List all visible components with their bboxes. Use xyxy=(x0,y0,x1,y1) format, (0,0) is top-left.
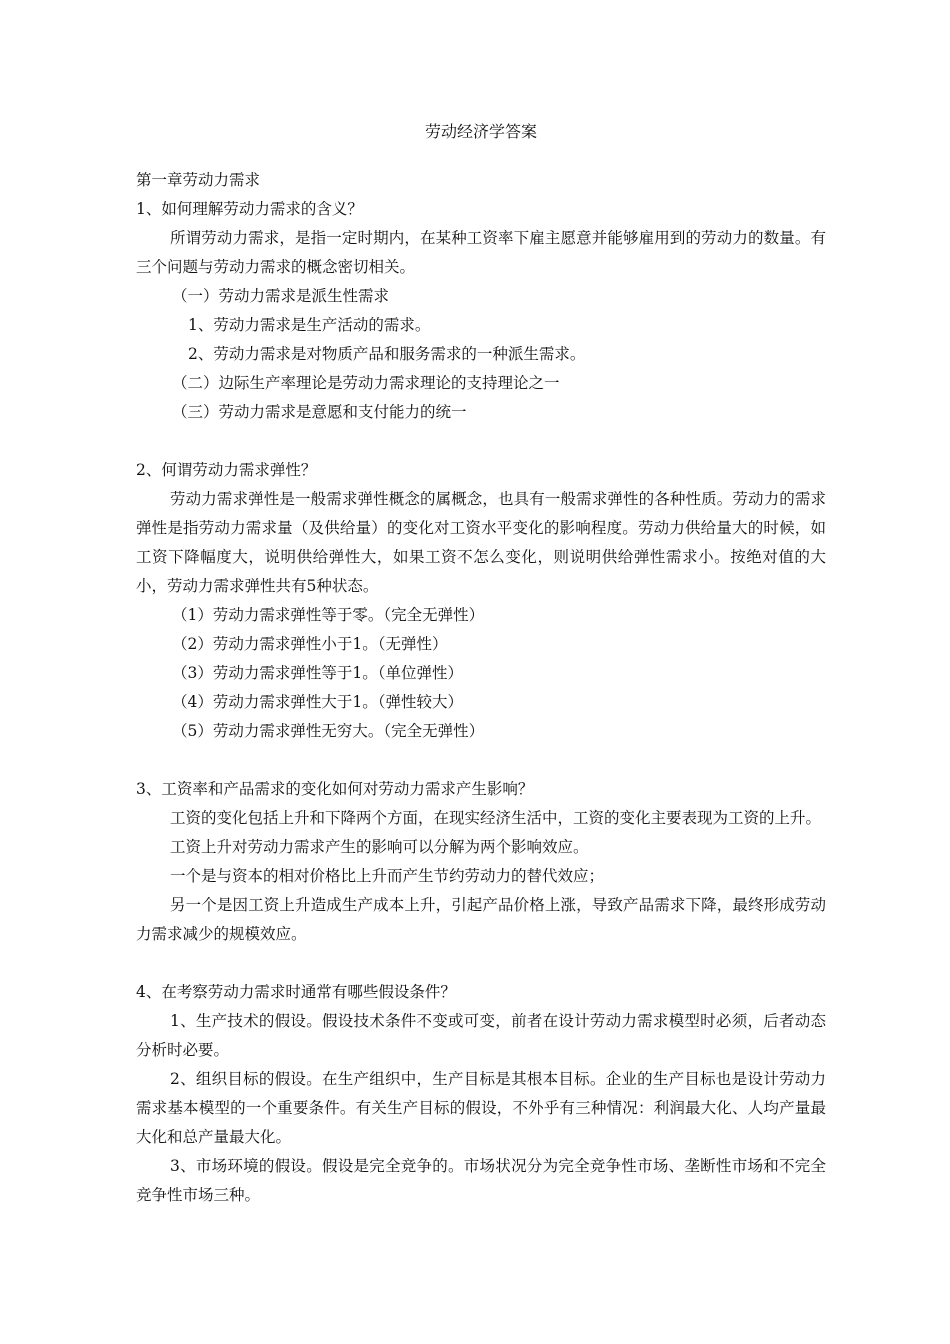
question-4-paragraph: 1、生产技术的假设。假设技术条件不变或可变，前者在设计劳动力需求模型时必须，后者动态分析时必要。 xyxy=(136,1012,826,1059)
q1-item: （三）劳动力需求是意愿和支付能力的统一 xyxy=(172,403,467,421)
chapter-heading: 第一章劳动力需求 xyxy=(136,171,261,189)
question-3-heading: 3、工资率和产品需求的变化如何对劳动力需求产生影响？ xyxy=(136,780,534,798)
q2-item: （3）劳动力需求弹性等于1。（单位弹性） xyxy=(172,664,463,682)
q2-item: （4）劳动力需求弹性大于1。（弹性较大） xyxy=(172,693,463,711)
q2-item: （2）劳动力需求弹性小于1。（无弹性） xyxy=(172,635,448,653)
question-3-paragraph: 工资的变化包括上升和下降两个方面，在现实经济生活中，工资的变化主要表现为工资的上升。 xyxy=(170,809,822,827)
question-1-heading: 1、如何理解劳动力需求的含义？ xyxy=(136,200,363,218)
q1-item: （一）劳动力需求是派生性需求 xyxy=(172,287,390,305)
q1-item: 1、劳动力需求是生产活动的需求。 xyxy=(188,316,431,334)
q1-item: 2、劳动力需求是对物质产品和服务需求的一种派生需求。 xyxy=(188,345,586,363)
question-4-paragraph: 3、市场环境的假设。假设是完全竞争的。市场状况分为完全竞争性市场、垄断性市场和不完全竞争性市场三种。 xyxy=(136,1157,826,1204)
q2-item: （5）劳动力需求弹性无穷大。（完全无弹性） xyxy=(172,722,485,740)
question-1-answer: 所谓劳动力需求，是指一定时期内，在某种工资率下雇主愿意并能够雇用到的劳动力的数量。有三个问题与劳动力需求的概念密切相关。 xyxy=(136,229,826,276)
section-gap xyxy=(136,427,826,456)
q1-item: （二）边际生产率理论是劳动力需求理论的支持理论之一 xyxy=(172,374,560,392)
q2-item: （1）劳动力需求弹性等于零。（完全无弹性） xyxy=(172,606,485,624)
question-2-heading: 2、何谓劳动力需求弹性？ xyxy=(136,461,317,479)
question-3-paragraph: 工资上升对劳动力需求产生的影响可以分解为两个影响效应。 xyxy=(170,838,589,856)
question-4-paragraph: 2、组织目标的假设。在生产组织中，生产目标是其根本目标。企业的生产目标也是设计劳动力需求基本模型的一个重要条件。有关生产目标的假设，不外乎有三种情况：利润最大化、人均产量最大化和总产量最大化。 xyxy=(136,1070,826,1146)
section-gap xyxy=(136,949,826,978)
document-page xyxy=(136,118,826,1210)
question-4-heading: 4、在考察劳动力需求时通常有哪些假设条件？ xyxy=(136,983,456,1001)
section-gap xyxy=(136,746,826,775)
document-title: 劳动经济学答案 xyxy=(424,122,537,141)
question-2-answer: 劳动力需求弹性是一般需求弹性概念的属概念，也具有一般需求弹性的各种性质。劳动力的需求弹性是指劳动力需求量（及供给量）的变化对工资水平变化的影响程度。劳动力供给量大的时候，如工资下降幅度大，说明供给弹性大，如果工资不怎么变化，则说明供给弹性需求小。按绝对值的大小，劳动力需求弹性共有5种状态。 xyxy=(136,490,826,595)
question-3-paragraph: 一个是与资本的相对价格比上升而产生节约劳动力的替代效应； xyxy=(170,867,605,885)
question-3-paragraph: 另一个是因工资上升造成生产成本上升，引起产品价格上涨，导致产品需求下降，最终形成劳动力需求减少的规模效应。 xyxy=(136,896,826,943)
